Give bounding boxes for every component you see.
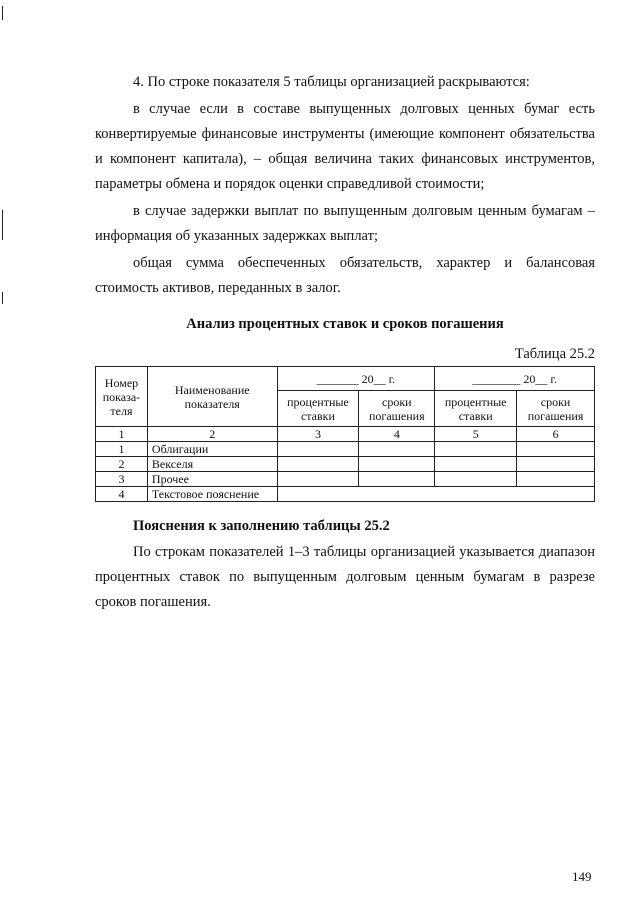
margin-line-left [2, 292, 3, 304]
notes-paragraph: По строкам показателей 1–3 таблицы организацией указывается диапазон процентных ставок по выпущенным долговым ценным бумагам в разрезе сроков погашения. [95, 544, 595, 610]
row-name: Текстовое пояснение [147, 487, 277, 502]
table-row [96, 442, 595, 457]
page-number: 149 [572, 869, 592, 884]
header-period-2: ________ 20__ г. [435, 367, 595, 391]
empty-cell [435, 457, 517, 472]
column-index-row [96, 427, 595, 442]
empty-cell [359, 472, 435, 487]
row-name: Прочее [147, 472, 277, 487]
column-index: 2 [147, 427, 277, 442]
paragraph-convertible: в случае если в составе выпущенных долговых ценных бумаг есть конвертируемые финансовые инструменты (имеющие компонент обязательства и компонент капитала), – общая величина таких финансовых инструментов, параметры обмена и порядок оценки справедливой стоимости; [95, 101, 595, 192]
header-rates-1: процентные ставки [277, 391, 359, 427]
header-terms-1: сроки погашения [359, 391, 435, 427]
row-number: 4 [96, 487, 148, 502]
table-row [96, 487, 595, 502]
empty-cell [435, 442, 517, 457]
empty-cell [517, 457, 595, 472]
column-index: 5 [435, 427, 517, 442]
header-number: Номер показа-теля [96, 367, 148, 427]
paragraph-pledged-assets: общая сумма обеспеченных обязательств, характер и балансовая стоимость активов, переданных в залог. [95, 255, 595, 296]
column-index: 3 [277, 427, 359, 442]
paragraph-delays: в случае задержки выплат по выпущенным долговым ценным бумагам – информация об указанных задержках выплат; [95, 203, 595, 244]
empty-cell [517, 472, 595, 487]
intro-text [95, 70, 595, 301]
column-index: 6 [517, 427, 595, 442]
row-name: Облигации [147, 442, 277, 457]
table-title: Анализ процентных ставок и сроков погашения [186, 316, 504, 332]
empty-merged-cell [277, 487, 595, 502]
table-row [96, 457, 595, 472]
interest-rates-table [95, 366, 595, 502]
row-number: 1 [96, 442, 148, 457]
empty-cell [359, 457, 435, 472]
empty-cell [277, 457, 359, 472]
paragraph-heading-point-4: 4. По строке показателя 5 таблицы организацией раскрываются: [133, 74, 530, 90]
column-index: 1 [96, 427, 148, 442]
empty-cell [359, 442, 435, 457]
table-row [96, 472, 595, 487]
notes-text-block [95, 540, 595, 615]
margin-line-left [2, 210, 3, 240]
header-rates-2: процентные ставки [435, 391, 517, 427]
empty-cell [277, 472, 359, 487]
row-number: 2 [96, 457, 148, 472]
empty-cell [277, 442, 359, 457]
empty-cell [435, 472, 517, 487]
notes-title: Пояснения к заполнению таблицы 25.2 [133, 518, 390, 534]
row-name: Векселя [147, 457, 277, 472]
empty-cell [517, 442, 595, 457]
header-name: Наименование показателя [147, 367, 277, 427]
header-period-1: _______ 20__ г. [277, 367, 435, 391]
column-index: 4 [359, 427, 435, 442]
header-terms-2: сроки погашения [517, 391, 595, 427]
row-number: 3 [96, 472, 148, 487]
margin-line-left [2, 6, 3, 20]
table-number: Таблица 25.2 [514, 346, 595, 362]
